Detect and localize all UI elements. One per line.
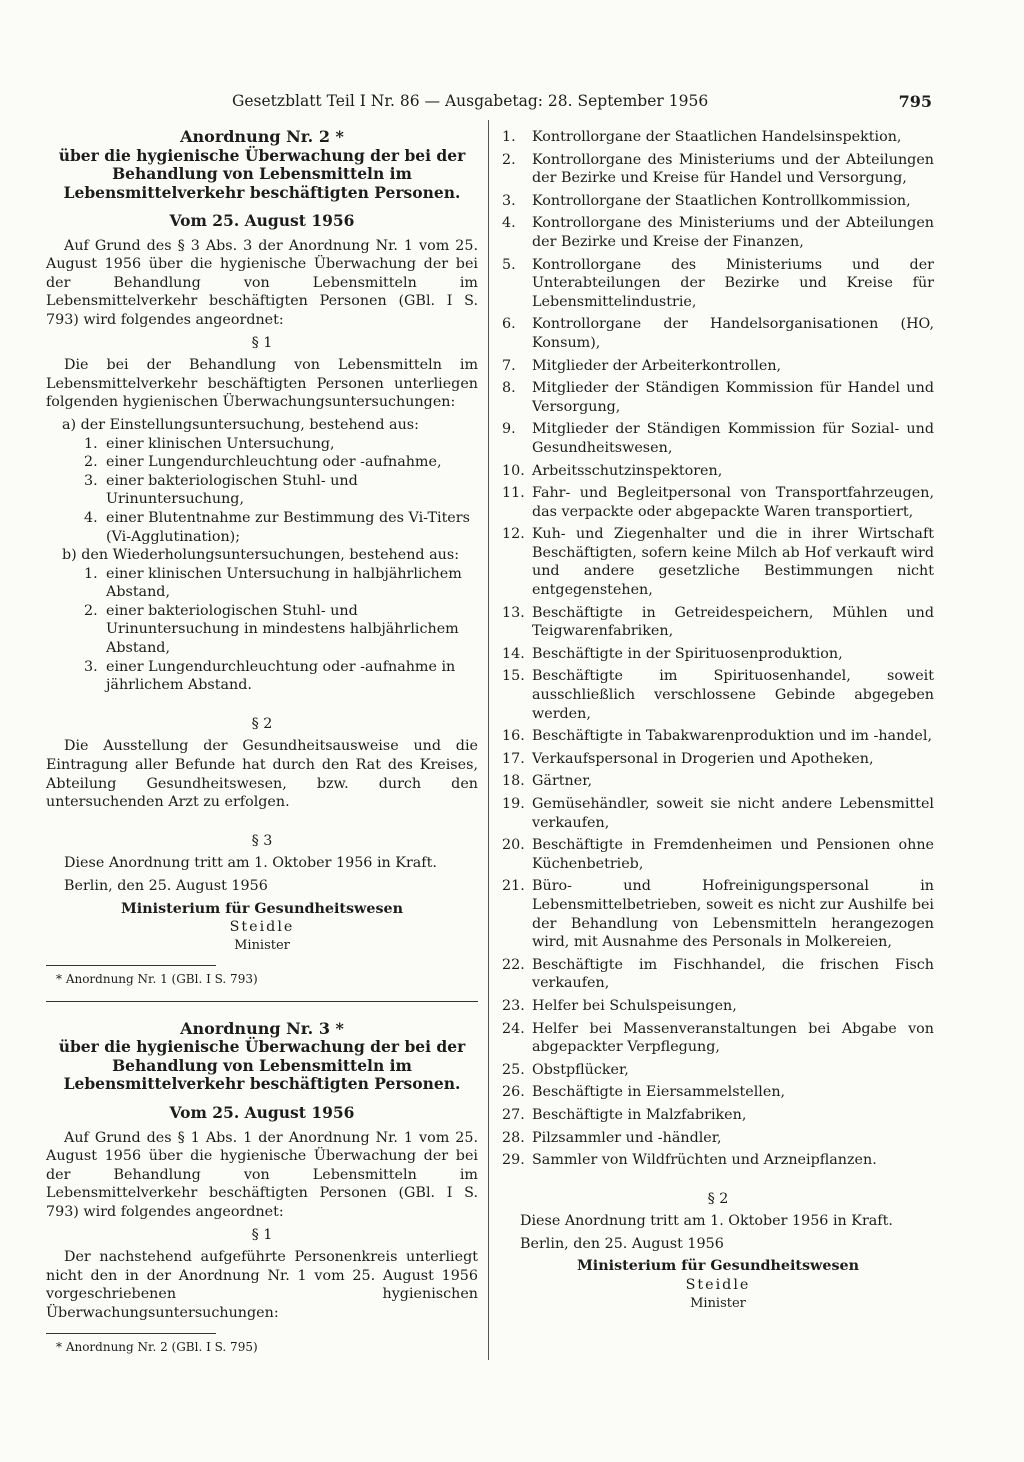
item-number: 3.	[84, 658, 98, 675]
order-2-heading: Anordnung Nr. 2 *	[180, 127, 344, 146]
ministry-name: Ministerium für Gesundheitswesen	[120, 900, 403, 917]
order-2-list-a-heading: a) der Einstellungsuntersuchung, bestehend aus:	[62, 416, 419, 433]
section-separator	[46, 1001, 478, 1002]
item-text: einer Blutentnahme zur Bestimmung des Vi-Titers (Vi-Agglutination);	[106, 509, 470, 545]
list-item	[502, 357, 934, 376]
item-number: 12.	[502, 526, 525, 543]
order-3-place-date: Berlin, den 25. August 1956	[520, 1235, 724, 1252]
list-item	[502, 997, 934, 1016]
item-number: 9.	[502, 421, 516, 438]
list-item	[502, 379, 934, 416]
order-2-section-3: § 3	[251, 832, 273, 849]
item-text: einer bakteriologischen Stuhl- und Urinuntersuchung,	[106, 472, 358, 508]
order-3-signature	[502, 1257, 934, 1313]
item-text: Pilzsammler und -händler,	[532, 1129, 722, 1146]
list-item	[502, 420, 934, 457]
item-text: Kontrollorgane der Staatlichen Kontrollkommission,	[532, 192, 911, 209]
item-text: Beschäftigte in der Spirituosenproduktion,	[532, 645, 843, 662]
page-header	[232, 92, 932, 114]
list-item	[84, 509, 478, 546]
item-number: 18.	[502, 773, 525, 790]
item-number: 17.	[502, 750, 525, 767]
list-item	[502, 1151, 934, 1170]
list-item	[502, 1083, 934, 1102]
item-text: einer klinischen Untersuchung,	[106, 435, 335, 452]
item-text: Kontrollorgane der Handelsorganisationen (HO, Konsum),	[532, 316, 934, 351]
item-text: Beschäftigte in Malzfabriken,	[532, 1106, 747, 1123]
footnote-rule	[46, 1333, 216, 1334]
signatory-role: Minister	[234, 937, 290, 953]
item-number: 1.	[84, 565, 98, 582]
item-text: Mitglieder der Ständigen Kommission für Sozial- und Gesundheitswesen,	[532, 421, 934, 456]
item-text: Beschäftigte in Eiersammelstellen,	[532, 1084, 786, 1101]
order-3-section-2-text: Diese Anordnung tritt am 1. Oktober 1956 in Kraft.	[520, 1213, 893, 1230]
item-text: Arbeitsschutzinspektoren,	[532, 462, 723, 479]
item-number: 28.	[502, 1129, 525, 1146]
item-number: 16.	[502, 728, 525, 745]
item-number: 1.	[502, 129, 516, 145]
list-item	[502, 484, 934, 521]
item-number: 3.	[502, 192, 516, 209]
item-number: 22.	[502, 956, 525, 973]
order-2-title	[46, 128, 478, 202]
item-number: 26.	[502, 1084, 525, 1101]
list-item	[502, 462, 934, 481]
item-text: einer Lungendurchleuchtung oder -aufnahme in jährlichem Abstand.	[106, 658, 456, 694]
order-3-section-2: § 2	[707, 1190, 729, 1207]
order-3-title	[46, 1020, 478, 1094]
item-number: 25.	[502, 1061, 525, 1078]
order-2-section-1-text: Die bei der Behandlung von Lebensmitteln im Lebensmittelverkehr beschäftigten Personen unterliegen folgenden hygienischen Überwachungsuntersuchungen:	[46, 357, 478, 411]
item-text: Beschäftigte in Fremdenheimen und Pensionen ohne Küchenbetrieb,	[532, 837, 934, 872]
list-item	[502, 877, 934, 951]
item-number: 27.	[502, 1106, 525, 1123]
item-number: 8.	[502, 380, 516, 397]
item-number: 29.	[502, 1152, 525, 1169]
order-3-section-1-text: Der nachstehend aufgeführte Personenkreis unterliegt nicht den in der Anordnung Nr. 1 vom 25. August 1956 vorgeschriebenen hygienischen Überwachungsuntersuchungen:	[46, 1249, 478, 1321]
page-number: 795	[898, 92, 932, 111]
list-item	[502, 525, 934, 599]
list-item	[502, 750, 934, 769]
right-column	[502, 128, 934, 1313]
item-text: Mitglieder der Ständigen Kommission für Handel und Versorgung,	[532, 380, 934, 415]
order-2-place-date: Berlin, den 25. August 1956	[64, 878, 268, 894]
order-3-heading: Anordnung Nr. 3 *	[180, 1018, 344, 1038]
list-item	[84, 565, 478, 602]
column-divider	[488, 120, 489, 1360]
list-item	[502, 1106, 934, 1125]
list-item	[502, 1061, 934, 1080]
list-item	[84, 602, 478, 658]
order-3-date: Vom 25. August 1956	[169, 1102, 355, 1122]
item-text: Helfer bei Massenveranstaltungen bei Abgabe von abgepackter Verpflegung,	[532, 1020, 934, 1056]
order-2-date: Vom 25. August 1956	[169, 211, 355, 230]
item-number: 10.	[502, 462, 525, 479]
list-item	[502, 956, 934, 993]
list-item	[502, 192, 934, 211]
item-text: Kontrollorgane des Ministeriums und der Unterabteilungen der Bezirke und Kreise für Lebensmittelindustrie,	[532, 256, 934, 310]
item-text: Fahr- und Begleitpersonal von Transportfahrzeugen, das verpackte oder abgepackte Waren transportiert,	[532, 485, 934, 520]
item-number: 3.	[84, 472, 98, 489]
item-text: Mitglieder der Arbeiterkontrollen,	[532, 357, 782, 374]
item-text: Gemüsehändler, soweit sie nicht andere Lebensmittel verkaufen,	[532, 796, 934, 831]
item-text: Gärtner,	[532, 773, 593, 790]
order-3-subject: über die hygienische Überwachung der bei der Behandlung von Lebensmitteln im Lebensmittelverkehr beschäftigten Personen.	[58, 1037, 466, 1094]
list-item	[502, 772, 934, 791]
list-item	[502, 836, 934, 873]
item-number: 2.	[84, 454, 98, 471]
list-item	[502, 1129, 934, 1148]
item-text: einer Lungendurchleuchtung oder -aufnahme,	[106, 454, 442, 471]
item-number: 20.	[502, 837, 525, 854]
list-item	[502, 1020, 934, 1057]
item-text: Büro- und Hofreinigungspersonal in Lebensmittelbetrieben, soweit es nicht zur Aushilfe bei der Behandlung von Lebensmitteln herangezogen wird, mit Ausnahme des Personals in Molkereien,	[532, 878, 934, 951]
item-text: Verkaufspersonal in Drogerien und Apotheken,	[532, 750, 874, 767]
order-2-section-2: § 2	[251, 715, 273, 732]
item-number: 21.	[502, 878, 525, 895]
item-number: 7.	[502, 357, 516, 374]
order-2-section-1: § 1	[251, 334, 273, 351]
order-2-subject: über die hygienische Überwachung der bei der Behandlung von Lebensmitteln im Lebensmittelverkehr beschäftigten Personen.	[58, 145, 466, 202]
list-item	[502, 795, 934, 832]
order-3-section-1: § 1	[251, 1226, 273, 1243]
item-number: 4.	[502, 215, 516, 232]
list-item	[502, 315, 934, 352]
signatory-name: Steidle	[685, 1277, 751, 1294]
item-number: 1.	[84, 435, 98, 452]
left-column	[46, 128, 478, 1356]
item-text: einer bakteriologischen Stuhl- und Urinuntersuchung in mindestens halbjährlichem Abstand,	[106, 602, 459, 657]
item-number: 5.	[502, 256, 516, 273]
item-text: Beschäftigte im Fischhandel, die frischen Fisch verkaufen,	[532, 956, 934, 992]
order-3-footnote: * Anordnung Nr. 2 (GBl. I S. 795)	[56, 1339, 258, 1354]
item-text: Kontrollorgane des Ministeriums und der Abteilungen der Bezirke und Kreise für Handel und Versorgung,	[532, 151, 934, 187]
item-text: Sammler von Wildfrüchten und Arzneipflanzen.	[532, 1152, 877, 1169]
item-number: 13.	[502, 604, 525, 621]
item-number: 6.	[502, 316, 516, 333]
item-number: 24.	[502, 1020, 525, 1037]
item-number: 11.	[502, 485, 525, 502]
item-number: 23.	[502, 997, 525, 1014]
order-2-list-b-heading: b) den Wiederholungsuntersuchungen, bestehend aus:	[62, 547, 460, 564]
list-item	[502, 128, 934, 147]
list-item	[84, 435, 478, 454]
item-number: 14.	[502, 645, 525, 662]
item-number: 2.	[84, 602, 98, 619]
item-number: 4.	[84, 509, 98, 526]
list-item	[84, 658, 478, 695]
item-text: Beschäftigte im Spirituosenhandel, soweit ausschließlich verschlossene Gebinde abgegeben werden,	[532, 668, 934, 722]
list-item	[84, 472, 478, 509]
list-item	[502, 667, 934, 723]
order-2-intro: Auf Grund des § 3 Abs. 3 der Anordnung Nr. 1 vom 25. August 1956 über die hygienische Überwachung der bei der Behandlung von Lebensmitteln im Lebensmittelverkehr beschäftigten Personen (GBl. I S. 793) wird folgendes angeordnet:	[46, 237, 478, 328]
item-text: Beschäftigte in Tabakwarenproduktion und im -handel,	[532, 728, 933, 745]
item-text: Kontrollorgane der Staatlichen Handelsinspektion,	[532, 129, 902, 145]
list-item	[502, 214, 934, 251]
order-3-intro: Auf Grund des § 1 Abs. 1 der Anordnung Nr. 1 vom 25. August 1956 über die hygienische Überwachung der bei der Behandlung von Lebensmitteln im Lebensmittelverkehr beschäftigten Personen (GBl. I S. 793) wird folgendes angeordnet:	[46, 1129, 478, 1220]
list-item	[502, 645, 934, 664]
list-item	[84, 453, 478, 472]
item-text: einer klinischen Untersuchung in halbjährlichem Abstand,	[106, 565, 462, 601]
item-text: Kuh- und Ziegenhalter und die in ihrer Wirtschaft Beschäftigten, sofern keine Milch ab Hof verkauft wird und andere gesetzliche Bestimmungen nicht entgegenstehen,	[532, 526, 934, 599]
order-2-section-3-text: Diese Anordnung tritt am 1. Oktober 1956 in Kraft.	[64, 855, 437, 872]
ministry-name: Ministerium für Gesundheitswesen	[576, 1258, 859, 1275]
list-item	[502, 256, 934, 312]
item-number: 15.	[502, 668, 525, 685]
item-text: Beschäftigte in Getreidespeichern, Mühlen und Teigwarenfabriken,	[532, 604, 934, 640]
item-text: Kontrollorgane des Ministeriums und der Abteilungen der Bezirke und Kreise der Finanzen,	[532, 215, 934, 250]
header-title: Gesetzblatt Teil I Nr. 86 — Ausgabetag: 28. September 1956	[232, 92, 709, 110]
order-2-signature	[46, 900, 478, 956]
order-2-section-2-text: Die Ausstellung der Gesundheitsausweise und die Eintragung aller Befunde hat durch den Rat des Kreises, Abteilung Gesundheitswesen, bzw. durch den untersuchenden Arzt zu erfolgen.	[46, 738, 478, 811]
list-item	[502, 151, 934, 188]
item-text: Obstpflücker,	[532, 1061, 629, 1078]
list-item	[502, 727, 934, 746]
footnote-rule	[46, 965, 216, 966]
signatory-role: Minister	[690, 1295, 746, 1311]
signatory-name: Steidle	[229, 919, 295, 936]
item-number: 19.	[502, 796, 525, 812]
exempt-persons-list	[502, 128, 934, 1170]
item-text: Helfer bei Schulspeisungen,	[532, 997, 737, 1014]
list-item	[502, 604, 934, 641]
order-2-footnote: * Anordnung Nr. 1 (GBl. I S. 793)	[56, 972, 258, 987]
item-number: 2.	[502, 151, 516, 168]
